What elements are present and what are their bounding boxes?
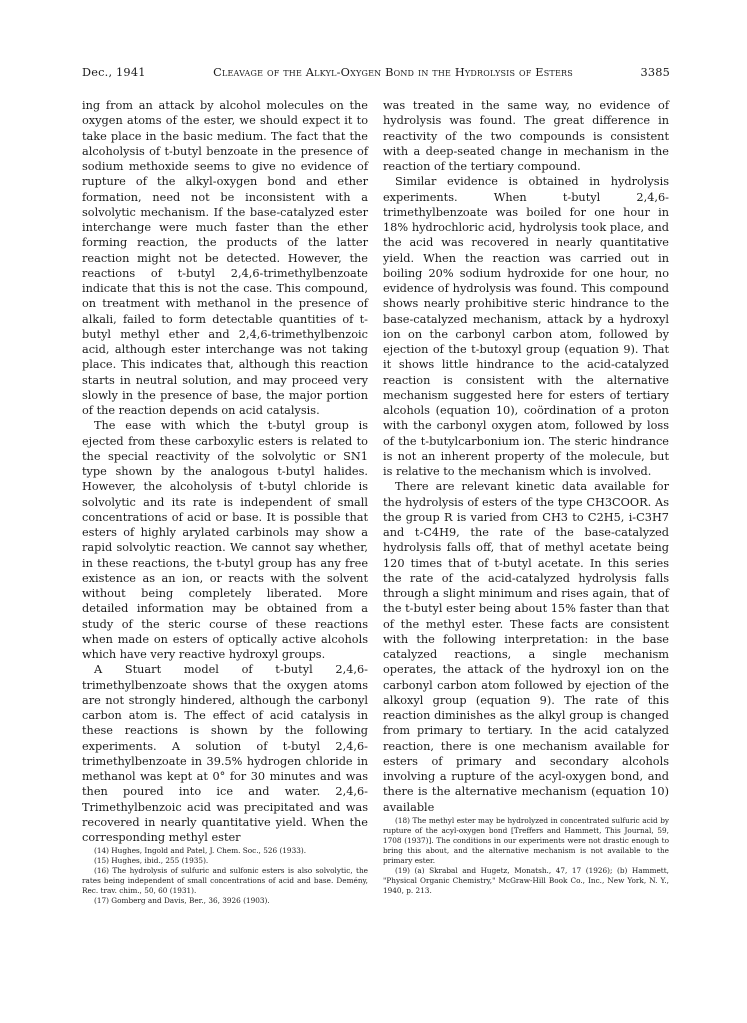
footnote-19: (19) (a) Skrabal and Hugetz, Monatsh., 47, 17 (1926); (b) Hammett, "Physical Organic Chemistry," McGraw-Hill Book Co., Inc., New York, N. Y., 1940, p. 213. bbox=[383, 865, 669, 895]
running-header bbox=[82, 66, 670, 79]
right-paragraph-3: There are relevant kinetic data available for the hydrolysis of esters of the type CH3COOR. As the group R is varied from CH3 to C2H5, i-C3H7 and t-C4H9, the rate of the base-catalyzed hydrolysis falls off, that of methyl acetate being 120 times that of t-butyl acetate. In this series the rate of the acid-catalyzed hydrolysis falls through a slight minimum and rises again, that of the t-butyl ester being about 15% faster than that of the methyl ester. These facts are consistent with the following interpretation: in the base catalyzed reactions, a single mechanism operates, the attack of the hydroxyl ion on the carbonyl carbon atom followed by ejection of the alkoxyl group (equation 9). The rate of this reaction diminishes as the alkyl group is changed from primary to tertiary. In the acid catalyzed reaction, there is one mechanism available for esters of primary and secondary alcohols involving a rupture of the acyl-oxygen bond, and there is the alternative mechanism (equation 10) available bbox=[383, 480, 669, 814]
footnote-14: (14) Hughes, Ingold and Patel, J. Chem. Soc., 526 (1933). bbox=[94, 846, 307, 856]
left-paragraph-1: ing from an attack by alcohol molecules on the oxygen atoms of the ester, we should expect it to take place in the basic medium. The fact that the alcoholysis of t-butyl benzoate in the presence of sodium methoxide seems to give no evidence of rupture of the alkyl-oxygen bond and ether formation, need not be inconsistent with a solvolytic mechanism. If the base-catalyzed ester interchange were much faster than the ether forming reaction, the products of the latter reaction might not be detected. However, the reactions of t-butyl 2,4,6-trimethylbenzoate indicate that this is not the case. This compound, on treatment with methanol in the presence of alkali, failed to form detectable quantities of t-butyl methyl ether and 2,4,6-trimethylbenzoic acid, although ester interchange was not taking place. This indicates that, although this reaction starts in neutral solution, and may proceed very slowly in the presence of base, the major portion of the reaction depends on acid catalysis. bbox=[82, 99, 368, 417]
left-paragraph-2: The ease with which the t-butyl group is ejected from these carboxylic esters is related to the special reactivity of the solvolytic or SN1 type shown by the analogous t-butyl halides. However, the alcoholysis of t-butyl chloride is solvolytic and its rate is independent of small concentrations of acid or base. It is possible that esters of highly arylated carbinols may show a rapid solvolytic reaction. We cannot say whether, in these reactions, the t-butyl group has any free existence as an ion, or reacts with the solvent without being completely liberated. More detailed information may be obtained from a study of the steric course of these reactions when made on esters of optically active alcohols which have very reactive hydroxyl groups. bbox=[82, 419, 368, 661]
right-paragraph-1: was treated in the same way, no evidence of hydrolysis was found. The great difference in reactivity of the two compounds is consistent with a deep-seated change in mechanism in the reaction of the tertiary compound. bbox=[383, 99, 669, 173]
left-paragraph-3: A Stuart model of t-butyl 2,4,6-trimethylbenzoate shows that the oxygen atoms are not strongly hindered, although the carbonyl carbon atom is. The effect of acid catalysis in these reactions is shown by the following experiments. A solution of t-butyl 2,4,6-trimethylbenzoate in 39.5% hydrogen chloride in methanol was kept at 0° for 30 minutes and was then poured into ice and water. 2,4,6-Trimethylbenzoic acid was precipitated and was recovered in nearly quantitative yield. When the corresponding methyl ester bbox=[82, 663, 368, 844]
header-page-number: 3385 bbox=[640, 66, 670, 79]
header-date: Dec., 1941 bbox=[82, 66, 146, 79]
footnote-16: (16) The hydrolysis of sulfuric and sulfonic esters is also solvolytic, the rates being independent of small concentrations of acid and base. Demény, Rec. trav. chim., 50, 60 (1931). bbox=[82, 866, 368, 896]
left-column bbox=[82, 98, 368, 906]
header-title: Cleavage of the Alkyl-Oxygen Bond in the Hydrolysis of Esters bbox=[213, 66, 573, 79]
footnote-18: (18) The methyl ester may be hydrolyzed in concentrated sulfuric acid by rupture of the acyl-oxygen bond [Treffers and Hammett, This Journal, 59, 1708 (1937)]. The conditions in our experiments were not drastic enough to bring this about, and the alternative mechanism is not available to the primary ester. bbox=[383, 815, 669, 865]
footnote-15: (15) Hughes, ibid., 255 (1935). bbox=[94, 856, 209, 866]
footnote-17: (17) Gomberg and Davis, Ber., 36, 3926 (1903). bbox=[94, 896, 270, 906]
right-column bbox=[383, 98, 669, 896]
right-paragraph-2: Similar evidence is obtained in hydrolysis experiments. When t-butyl 2,4,6-trimethylbenzoate was boiled for one hour in 18% hydrochloric acid, hydrolysis took place, and the acid was recovered in nearly quantitative yield. When the reaction was carried out in boiling 20% sodium hydroxide for one hour, no evidence of hydrolysis was found. This compound shows nearly prohibitive steric hindrance to the base-catalyzed mechanism, attack by a hydroxyl ion on the carbonyl carbon atom, followed by ejection of the t-butoxyl group (equation 9). That it shows little hindrance to the acid-catalyzed reaction is consistent with the alternative mechanism suggested here for esters of tertiary alcohols (equation 10), coördination of a proton with the carbonyl oxygen atom, followed by loss of the t-butylcarbonium ion. The steric hindrance is not an inherent property of the molecule, but is relative to the mechanism which is involved. bbox=[383, 175, 669, 478]
